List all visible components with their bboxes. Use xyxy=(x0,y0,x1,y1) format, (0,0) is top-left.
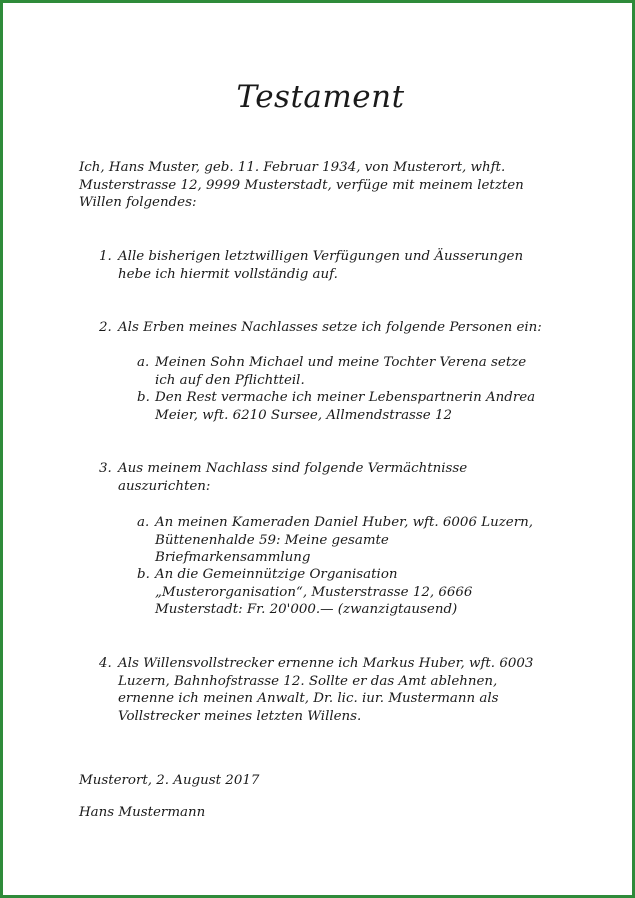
item-number: 3. xyxy=(99,461,112,476)
intro-paragraph xyxy=(79,159,579,212)
item-line: ernenne ich meinen Anwalt, Dr. lic. iur. Mustermann als xyxy=(118,691,499,706)
sub-item-line: Musterstadt: Fr. 20'000.— (zwanzigtausend) xyxy=(155,602,458,617)
sub-item-letter: a. xyxy=(137,515,150,530)
item-line: Luzern, Bahnhofstrasse 12. Sollte er das Amt ablehnen, xyxy=(118,673,498,689)
item-text xyxy=(118,248,523,283)
sub-item-line: An die Gemeinnützige Organisation xyxy=(155,567,398,582)
intro-line: Willen folgendes: xyxy=(79,195,197,210)
document-title: Testament xyxy=(236,79,405,115)
item-line: auszurichten: xyxy=(118,478,211,494)
item-number: 2. xyxy=(99,320,112,335)
sub-item-text xyxy=(155,389,535,424)
sub-item-line: ich auf den Pflichtteil. xyxy=(155,372,305,388)
sub-item-line: Büttenenhalde 59: Meine gesamte xyxy=(155,532,389,548)
sub-item-line: Meinen Sohn Michael und meine Tochter Verena setze xyxy=(155,355,527,370)
sub-item-text xyxy=(155,354,526,389)
intro-line: Musterstrasse 12, 9999 Musterstadt, verfüge mit meinem letzten xyxy=(79,177,524,193)
sub-item-letter: b. xyxy=(137,567,150,582)
item-line: Aus meinem Nachlass sind folgende Vermächtnisse xyxy=(118,461,468,476)
item-line: hebe ich hiermit vollständig auf. xyxy=(118,266,338,282)
item-number: 4. xyxy=(99,656,112,671)
item-line: Als Willensvollstrecker ernenne ich Markus Huber, wft. 6003 xyxy=(118,656,534,671)
sub-item-letter: b. xyxy=(137,390,150,405)
sub-item-line: „Musterorganisation“, Musterstrasse 12, 6666 xyxy=(155,584,473,600)
sub-item-line: Den Rest vermache ich meiner Lebenspartnerin Andrea xyxy=(155,390,536,405)
item-number: 1. xyxy=(99,249,112,264)
intro-line: Ich, Hans Muster, geb. 11. Februar 1934, von Musterort, whft. xyxy=(79,160,506,175)
sub-item-line: Meier, wft. 6210 Sursee, Allmendstrasse 12 xyxy=(155,407,453,423)
sub-item-letter: a. xyxy=(137,355,150,370)
sub-item-text xyxy=(155,566,472,619)
sub-item-line: An meinen Kameraden Daniel Huber, wft. 6006 Luzern, xyxy=(155,515,534,530)
item-line: Vollstrecker meines letzten Willens. xyxy=(118,708,362,724)
sub-item-text xyxy=(155,514,533,567)
item-text xyxy=(118,655,533,725)
item-text xyxy=(118,319,542,337)
place-date: Musterort, 2. August 2017 xyxy=(79,773,260,788)
signature: Hans Mustermann xyxy=(79,805,206,820)
sub-item-line: Briefmarkensammlung xyxy=(155,550,311,565)
item-text xyxy=(118,460,467,495)
item-line: Alle bisherigen letztwilligen Verfügungen und Äusserungen xyxy=(118,249,524,264)
item-line: Als Erben meines Nachlasses setze ich folgende Personen ein: xyxy=(118,320,542,335)
